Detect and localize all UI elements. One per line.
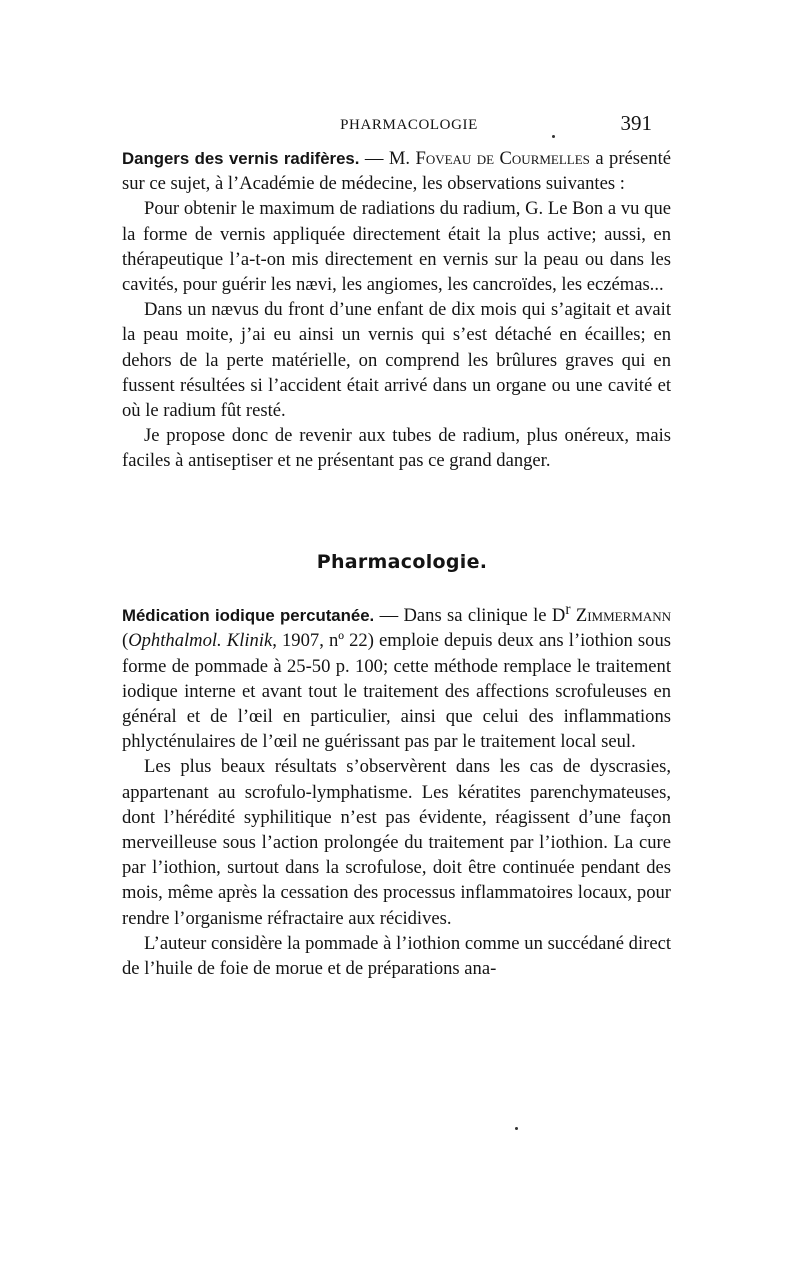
paragraph: Les plus beaux résultats s’observèrent dans les cas de dyscrasies, appartenant au scrofulo-lymphatisme. Les kératites parenchymateuses, dont l’hérédité syphilitique n’est pas évidente, réagissent d’une façon merveilleuse sous l’action prolongée du traitement par l’iothion. La cure par l’iothion, surtout dans la scrofulose, doit être continuée pendant des mois, même après la cessation des processus inflammatoires locaux, pour rendre l’organisme réfractaire aux récidives. [122, 756, 671, 929]
paragraph [122, 597, 671, 754]
superscript: r [565, 601, 571, 618]
text-span: — M. [359, 148, 416, 169]
text-span: ( [122, 630, 129, 652]
journal-title: Ophthalmol. Klinik [128, 630, 273, 652]
running-title: PHARMACOLOGIE [340, 117, 478, 133]
paragraph: Pour obtenir le maximum de radiations du radium, G. Le Bon a vu que la forme de vernis appliquée directement était la plus active; aussi, en thérapeutique l’a-t-on mis directement en vernis sur la peau ou dans les cavités, pour guérir les nævi, les angiomes, les cancroïdes, les eczémas... [122, 198, 671, 296]
article-rubric: Médication iodique percutanée. [122, 606, 375, 626]
article-vernis-radiferes [122, 146, 671, 474]
running-head [122, 111, 662, 141]
paragraph: Dans un nævus du front d’une enfant de dix mois qui s’agitait et avait la peau moite, j’ai eu ainsi un vernis qui s’est détaché en écailles; en dehors de la perte matérielle, on comprend les brûlures graves qui en fussent résultées si l’accident était arrivé dans un organe ou une cavité et où le radium fût resté. [122, 299, 671, 422]
section-title: Pharmacologie. [316, 551, 488, 573]
text-span: , 1907, nº 22) emploie depuis deux ans l’iothion sous forme de pommade à 25-50 p. 100; cette méthode remplace le traitement iodique interne et avant tout le traitement des affections scrofuleuses en général et de l’œil en particulier, ainsi que celui des inflammations phlycténulaires de l’œil ne guérissant pas par le traitement local seul. [122, 630, 671, 753]
paragraph: L’auteur considère la pommade à l’iothion comme un succédané direct de l’huile de foie de morue et de préparations ana- [122, 932, 671, 980]
text-span: a présenté sur ce sujet, à l’Académie de médecine, les observations suivantes : [122, 148, 671, 195]
author-name: Zimmermann [570, 605, 671, 627]
paragraph [122, 146, 671, 196]
text-span: — Dans sa clinique le D [374, 605, 566, 627]
article-rubric: Dangers des vernis radifères. [122, 149, 360, 168]
author-name: Foveau de Courmelles [415, 148, 590, 169]
print-speck [552, 135, 555, 138]
paragraph: Je propose donc de revenir aux tubes de radium, plus onéreux, mais faciles à antiseptiser et ne présentant pas ce grand danger. [122, 425, 671, 472]
page-number: 391 [620, 111, 652, 135]
print-speck [515, 1127, 518, 1130]
article-medication-iodique [122, 597, 671, 981]
